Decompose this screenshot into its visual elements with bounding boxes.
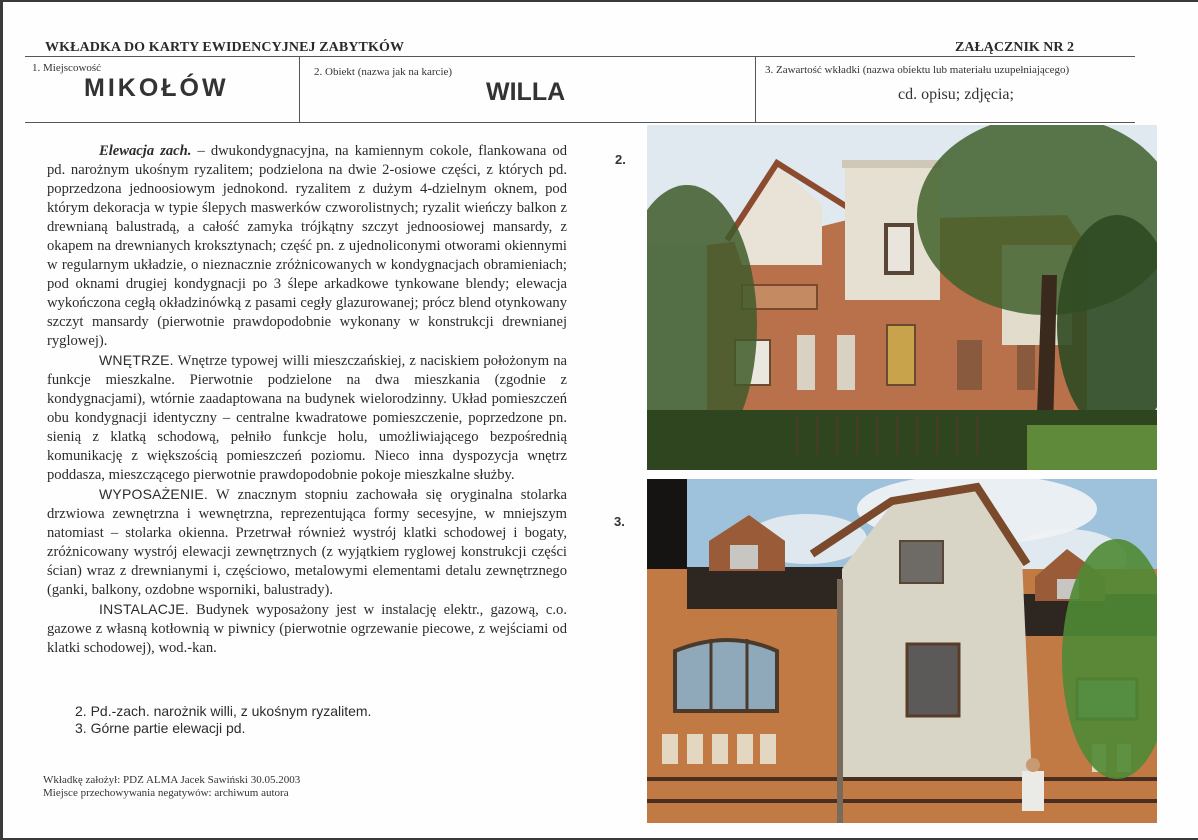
header-bottom-rule <box>25 122 1135 123</box>
field-content-label: 3. Zawartość wkładki (nazwa obiektu lub materiału uzupełniającego) <box>765 64 1070 76</box>
villa-southwest-corner-photo <box>647 125 1157 470</box>
photo-3-illustration <box>647 479 1157 823</box>
column-divider-2 <box>755 56 756 122</box>
photo-number-2: 2. <box>615 152 626 167</box>
section-heading-installations: INSTALACJE. <box>99 601 189 617</box>
paragraph-interior <box>47 351 567 485</box>
villa-south-elevation-upper-photo <box>647 479 1157 823</box>
paragraph-body: – dwukondygnacyjna, na kamiennym cokole, flankowana od pd. narożnym ukośnym ryzalitem; podzielona na dwie 2-osiowe części, z których pd. poprzedzona jednoosiowym jednokond. ryzalitem z dużym 4-dzielnym oknem, pod którym dekoracja w typie ślepych maswerków czworolistnych; ryzalit wieńczy balkon z drewnianą balustradą, a całość zamyka trójkątny szczyt jednoosiowej mansardy, z okapem na drewnianych kroksztynach; część pn. z ujednoliconymi otworami okiennymi w regularnym układzie, o nieznacznie zróżnicowanych w kondygnacjach obramieniach; pod oknami drugiej kondygnacji po 3 ślepe arkadkowe tynkowane blendy; elewacja wykończona cegłą okładzinówką z pasami cegły glazurowanej; prócz blend otynkowany szczyt mansardy (pierwotnie prawdopodobnie wykonany w konstrukcji drewnianej ryglowej). <box>47 143 567 349</box>
description-text <box>47 142 567 658</box>
photo-number-3: 3. <box>614 514 625 529</box>
footer-author: Wkładkę założył: PDZ ALMA Jacek Sawiński 30.05.2003 <box>43 774 301 786</box>
paragraph-body: Budynek wyposażony jest w instalację elektr., gazową, c.o. gazowe z własną kotłownią w piwnicy (pierwotnie ogrzewanie piecowe, z wejściami od klatki schodowej), wod.-kan. <box>47 602 567 656</box>
section-heading-west-elevation: Elewacja zach. <box>99 143 192 159</box>
photo-captions <box>75 703 371 737</box>
paragraph-body: W znacznym stopniu zachowała się oryginalna stolarka drzwiowa zewnętrzna i wewnętrzna, reprezentująca formy secesyjne, w mniejszym natomiast – stolarka okienna. Przetrwał również wystrój klatki schodowej i bogaty, zróżnicowany wystrój elewacji zewnętrznych (z wyjątkiem ryglowej konstrukcji części ścian) wraz z drewnianymi i, częściowo, metalowymi elementami detalu zewnętrznego (ganki, balkony, ozdobne wsporniki, balustrady). <box>47 487 567 598</box>
field-locality-value: MIKOŁÓW <box>84 74 229 102</box>
caption-photo-3: 3. Górne partie elewacji pd. <box>75 720 246 736</box>
section-heading-furnishings: WYPOSAŻENIE. <box>99 486 208 502</box>
photo-2-illustration <box>647 125 1157 470</box>
footer-info <box>43 774 300 800</box>
paragraph-west-elevation <box>47 142 567 351</box>
footer-negatives-location: Miejsce przechowywania negatywów: archiwum autora <box>43 787 289 799</box>
caption-photo-2: 2. Pd.-zach. narożnik willi, z ukośnym ryzalitem. <box>75 703 372 719</box>
field-object-label: 2. Obiekt (nazwa jak na karcie) <box>314 66 453 78</box>
document-title: WKŁADKA DO KARTY EWIDENCYJNEJ ZABYTKÓW <box>45 40 405 55</box>
document-page <box>3 2 1198 838</box>
header-top-rule <box>25 56 1135 57</box>
paragraph-body: Wnętrze typowej willi mieszczańskiej, z naciskiem położonym na funkcje mieszkalne. Pierwotnie podzielone na dwa mieszkania (zgodnie z kondygnacjami), wtórnie zaadaptowana na budynek wielorodzinny. Układ pomieszczeń obu kondygnacji identyczny – centralne kwadratowe pomieszczenie, poprzedzone pn. sienią z klatką schodową, pełniło funkcje holu, umożliwiającego bezpośrednią komunikację z większością pomieszczeń poziomu. Nieco inna dyspozycja wnętrz poddasza, mieszczącego pierwotnie prawdopodobnie pokoje mieszkalne służby. <box>47 353 567 483</box>
paragraph-installations <box>47 600 567 658</box>
column-divider-1 <box>299 56 300 122</box>
section-heading-interior: WNĘTRZE. <box>99 352 174 368</box>
annex-number: ZAŁĄCZNIK NR 2 <box>955 40 1075 55</box>
field-object-value: WILLA <box>486 78 566 106</box>
paragraph-furnishings <box>47 485 567 600</box>
field-locality-label: 1. Miejscowość <box>32 62 102 74</box>
field-content-value: cd. opisu; zdjęcia; <box>898 86 1014 103</box>
